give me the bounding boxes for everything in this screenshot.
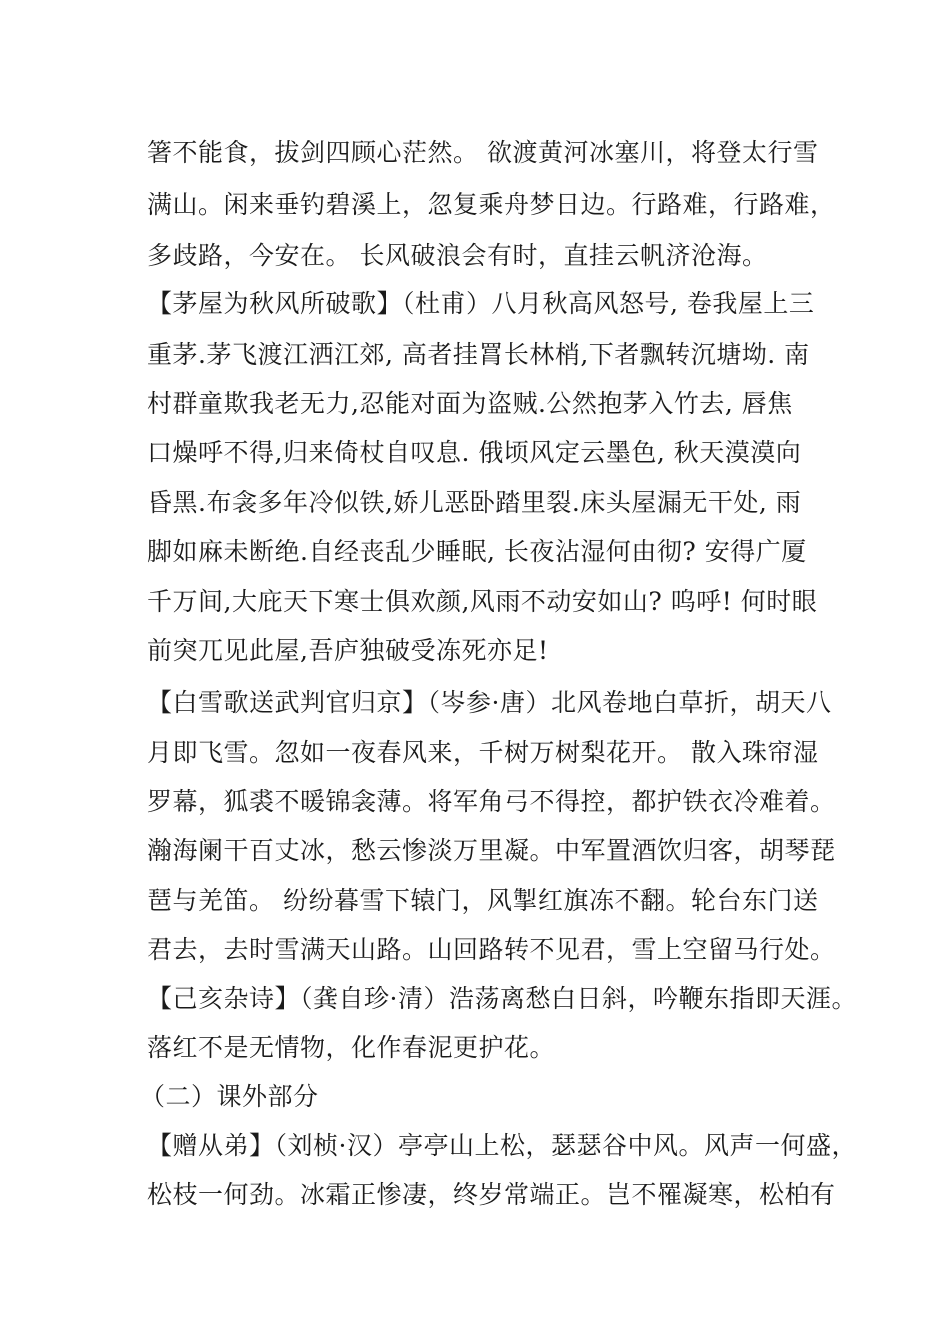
text-line: 【己亥杂诗】（龚自珍·清）浩荡离愁白日斜，吟鞭东指即天涯。 (147, 984, 857, 1013)
section-heading: （二）课外部分 (140, 1082, 319, 1111)
text-line: 口燥呼不得,归来倚杖自叹息. 俄顷风定云墨色, 秋天漠漠向 (147, 438, 802, 467)
text-line: 多歧路，今安在。 长风破浪会有时，直挂云帆济沧海。 (147, 241, 768, 270)
text-line: 脚如麻未断绝.自经丧乱少睡眠, 长夜沾湿何由彻? 安得广厦 (147, 537, 807, 566)
text-line: 【白雪歌送武判官归京】（岑参·唐）北风卷地白草折，胡天八 (147, 688, 832, 717)
text-line: 千万间,大庇天下寒士俱欢颜,风雨不动安如山? 呜呼! 何时眼 (147, 587, 818, 616)
text-line: 箸不能食，拔剑四顾心茫然。 欲渡黄河冰塞川，将登太行雪 (147, 138, 819, 167)
text-line: 昏黑.布衾多年冷似铁,娇儿恶卧踏里裂.床头屋漏无干处, 雨 (147, 488, 802, 517)
text-line: 满山。闲来垂钓碧溪上，忽复乘舟梦日边。行路难，行路难， (147, 190, 836, 219)
text-line: 【茅屋为秋风所破歌】（杜甫）八月秋高风怒号, 卷我屋上三 (147, 289, 815, 318)
text-line: 落红不是无情物，化作春泥更护花。 (147, 1033, 556, 1062)
text-line: 君去，去时雪满天山路。山回路转不见君，雪上空留马行处。 (147, 935, 836, 964)
text-line: 重茅.茅飞渡江洒江郊, 高者挂罥长林梢,下者飘转沉塘坳. 南 (147, 340, 810, 369)
text-line: 前突兀见此屋,吾庐独破受冻死亦足! (147, 636, 549, 665)
text-line: 瀚海阑干百丈冰，愁云惨淡万里凝。中军置酒饮归客，胡琴琵 (147, 836, 836, 865)
text-line: 月即飞雪。忽如一夜春风来，千树万树梨花开。 散入珠帘湿 (147, 738, 819, 767)
text-line: 村群童欺我老无力,忍能对面为盗贼.公然抱茅入竹去, 唇焦 (147, 389, 793, 418)
text-line: 琶与羌笛。 纷纷暮雪下辕门，风掣红旗冻不翻。轮台东门送 (147, 886, 819, 915)
text-line: 罗幕，狐裘不暖锦衾薄。将军角弓不得控，都护铁衣冷难着。 (147, 787, 836, 816)
text-line: 【赠从弟】（刘桢·汉）亭亭山上松，瑟瑟谷中风。风声一何盛， (147, 1131, 857, 1160)
text-line: 松枝一何劲。冰霜正惨凄，终岁常端正。岂不罹凝寒，松柏有 (147, 1180, 836, 1209)
